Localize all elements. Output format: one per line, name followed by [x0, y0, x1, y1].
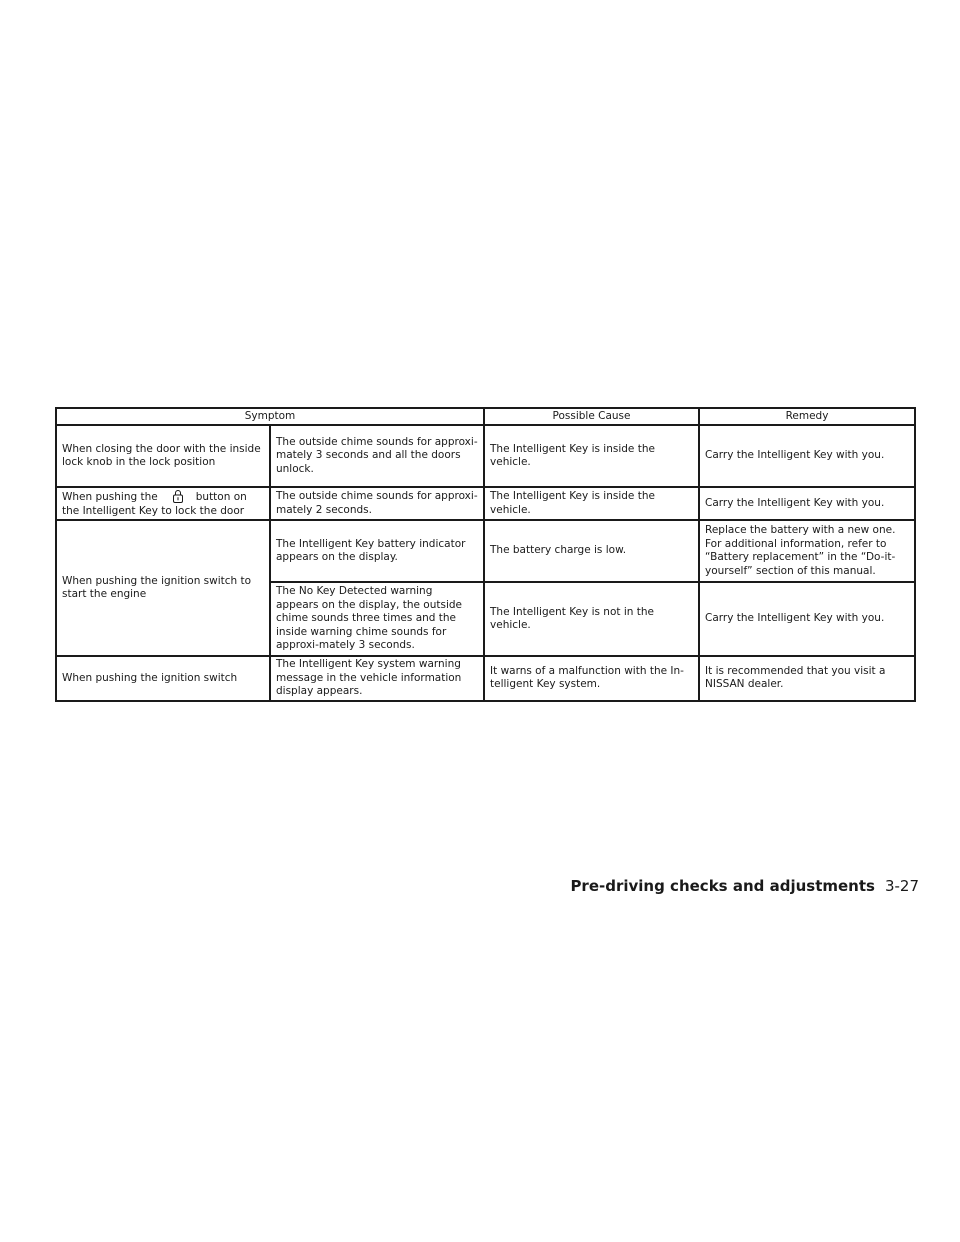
remedy-cell: It is recommended that you visit a NISSAN dealer.: [699, 656, 915, 701]
possible-cause-cell: The Intelligent Key is inside the vehicle.: [484, 425, 699, 487]
table-row: [56, 487, 915, 520]
troubleshooting-table: [55, 407, 916, 702]
remedy-cell: Replace the battery with a new one. For additional information, refer to “Battery replacement” in the “Do-it-yourself” section of this manual.: [699, 520, 915, 582]
remedy-cell: Carry the Intelligent Key with you.: [699, 425, 915, 487]
table-header-row: [56, 408, 915, 425]
table-row: [56, 520, 915, 582]
symptom-text-after: button on the Intelligent Key to lock the door: [62, 491, 247, 517]
section-title: Pre-driving checks and adjustments: [570, 877, 875, 895]
lock-button-icon: [172, 489, 184, 503]
symptom-cell: When pushing the ignition switch to start the engine: [56, 520, 270, 656]
possible-cause-cell: It warns of a malfunction with the In-telligent Key system.: [484, 656, 699, 701]
possible-cause-cell: The Intelligent Key is inside the vehicle.: [484, 487, 699, 520]
remedy-cell: Carry the Intelligent Key with you.: [699, 487, 915, 520]
remedy-cell: Carry the Intelligent Key with you.: [699, 582, 915, 656]
symptom-detail-cell: The Intelligent Key system warning message in the vehicle information display appears.: [270, 656, 484, 701]
table-row: [56, 656, 915, 701]
header-remedy: Remedy: [699, 408, 915, 425]
page-footer: [570, 877, 919, 895]
symptom-cell: When pushing the ignition switch: [56, 656, 270, 701]
symptom-cell: [56, 487, 270, 520]
symptom-detail-cell: The outside chime sounds for approxi-mately 2 seconds.: [270, 487, 484, 520]
header-possible-cause: Possible Cause: [484, 408, 699, 425]
symptom-detail-cell: The outside chime sounds for approxi-mately 3 seconds and all the doors unlock.: [270, 425, 484, 487]
table-row: [56, 425, 915, 487]
symptom-cell: When closing the door with the inside lock knob in the lock position: [56, 425, 270, 487]
header-symptom: Symptom: [56, 408, 484, 425]
symptom-detail-cell: The Intelligent Key battery indicator appears on the display.: [270, 520, 484, 582]
possible-cause-cell: The battery charge is low.: [484, 520, 699, 582]
symptom-detail-cell: The No Key Detected warning appears on the display, the outside chime sounds three times and the inside warning chime sounds for approxi-mately 3 seconds.: [270, 582, 484, 656]
possible-cause-cell: The Intelligent Key is not in the vehicle.: [484, 582, 699, 656]
symptom-text-before: When pushing the: [62, 491, 158, 503]
page-number: 3-27: [884, 877, 919, 895]
